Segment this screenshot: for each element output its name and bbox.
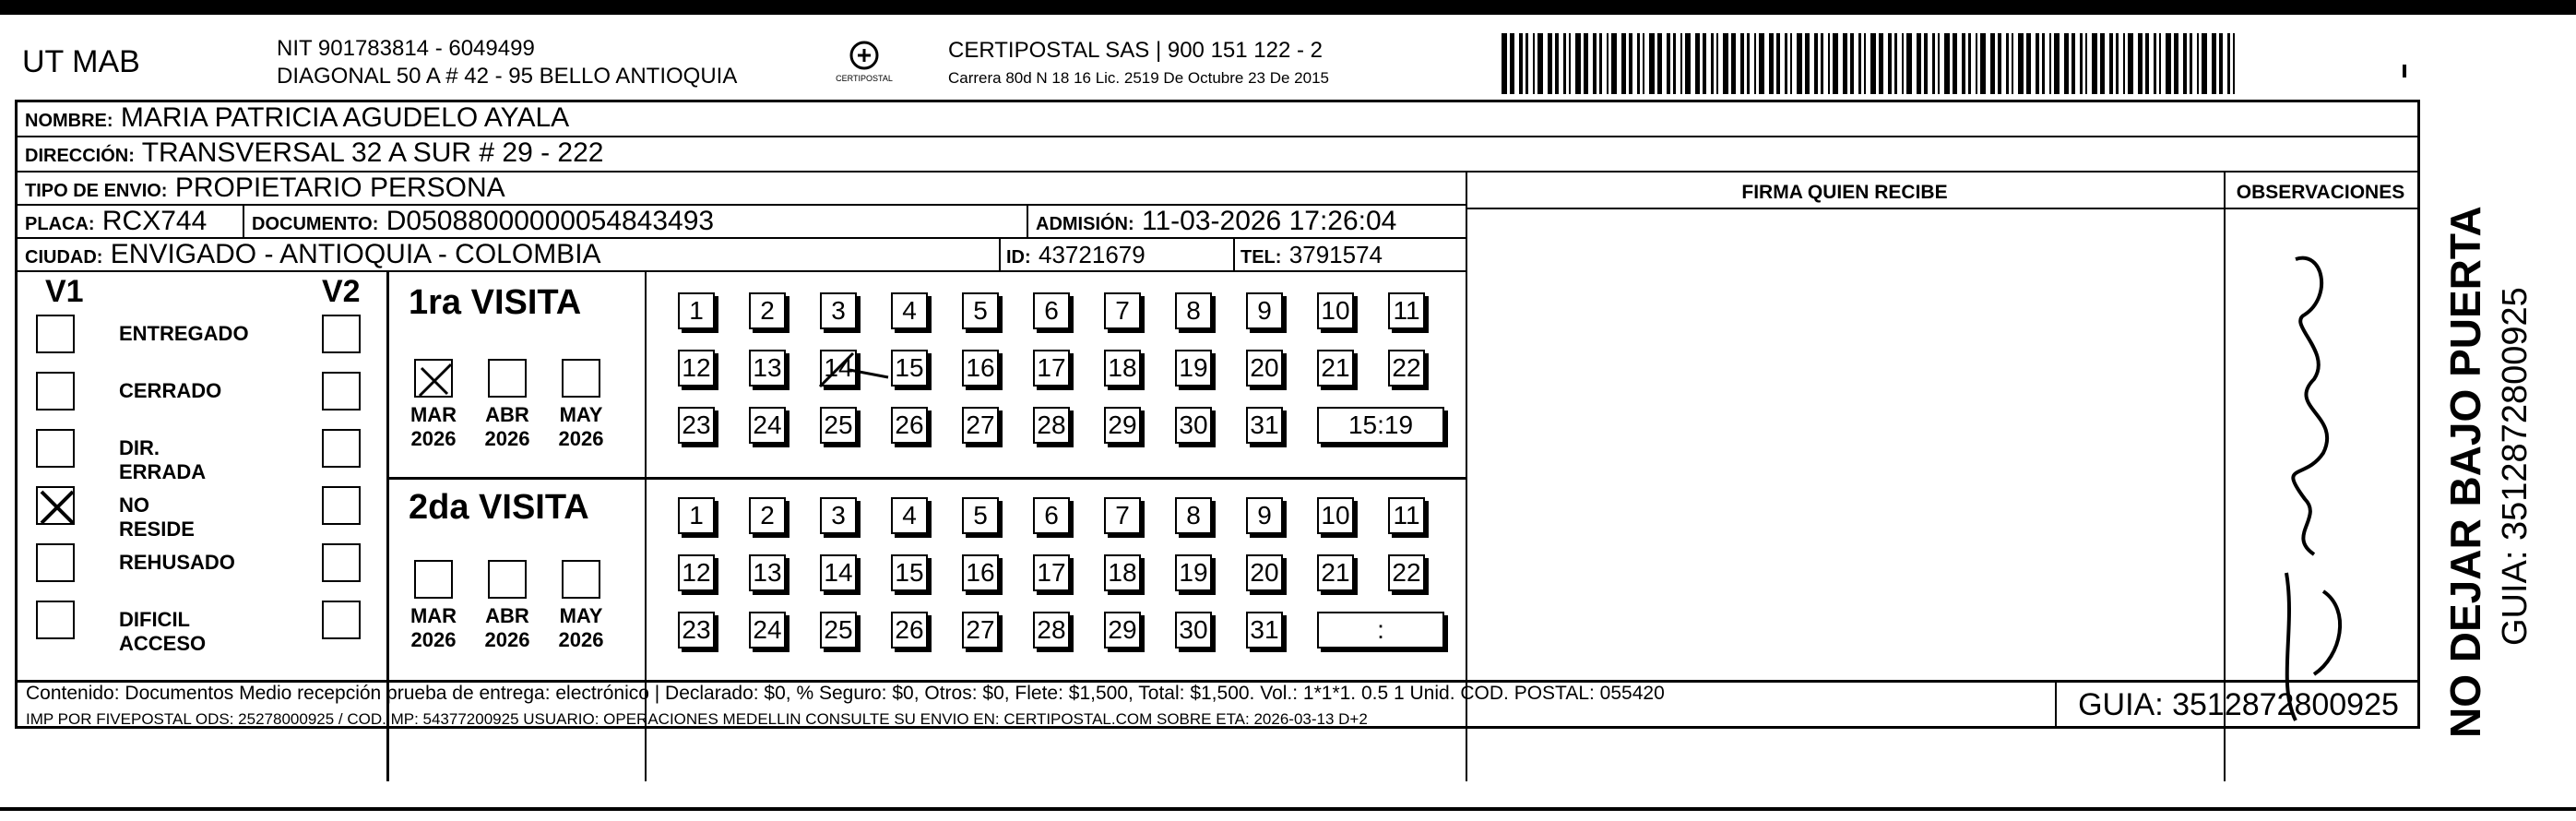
v1-checkbox[interactable] — [36, 601, 75, 639]
month-name: MAY — [559, 403, 603, 426]
barcode — [1502, 33, 2239, 94]
month-year: 2026 — [410, 427, 457, 450]
day-box[interactable]: 5 — [962, 292, 999, 329]
month-name: MAY — [559, 604, 603, 627]
day-box[interactable]: 4 — [891, 497, 928, 534]
guide-form — [15, 100, 2420, 729]
day-box[interactable]: 2 — [749, 497, 786, 534]
day-box[interactable]: 6 — [1033, 292, 1070, 329]
day-box[interactable]: 14 — [820, 350, 857, 387]
day-box[interactable]: 18 — [1104, 554, 1141, 591]
v1-checkbox[interactable] — [36, 543, 75, 582]
placa-row — [18, 206, 1466, 239]
side-notice — [2431, 111, 2570, 738]
ciudad-label: CIUDAD: — [25, 247, 103, 268]
visit1-title: 1ra VISITA — [409, 283, 582, 322]
day-box[interactable]: 25 — [820, 407, 857, 444]
direccion-value: TRANSVERSAL 32 A SUR # 29 - 222 — [141, 137, 604, 168]
sender-info — [277, 35, 737, 90]
month-label — [475, 604, 540, 652]
day-box[interactable]: 22 — [1388, 554, 1425, 591]
day-box[interactable]: 4 — [891, 292, 928, 329]
month-checkbox[interactable] — [488, 560, 527, 599]
month-name: ABR — [485, 403, 529, 426]
day-box[interactable]: 21 — [1317, 554, 1354, 591]
day-strike-mark — [816, 350, 899, 390]
divider — [1233, 239, 1235, 270]
day-box[interactable]: 9 — [1246, 292, 1283, 329]
day-box[interactable]: 24 — [749, 407, 786, 444]
content-details: Contenido: Documentos Medio recepción prueba de entrega: electrónico | Declarado: $0, % Seguro: $0, Otros: $0, Flete: $1,500, Total: $1,500. Vol.: 1*1*1. 0.5 1 Unid. COD. POSTAL: 055420 — [26, 683, 1665, 704]
tel-label: TEL: — [1241, 247, 1282, 268]
divider — [386, 477, 1466, 480]
month-label — [549, 403, 613, 451]
divider — [243, 206, 244, 237]
admision-value: 11-03-2026 17:26:04 — [1142, 206, 1397, 236]
day-box[interactable]: 11 — [1388, 292, 1425, 329]
day-box[interactable]: 12 — [678, 554, 715, 591]
day-box[interactable]: 10 — [1317, 497, 1354, 534]
day-box[interactable]: 20 — [1246, 554, 1283, 591]
day-box[interactable]: 30 — [1175, 612, 1212, 648]
day-box[interactable]: 24 — [749, 612, 786, 648]
placa-field — [25, 206, 207, 240]
v2-checkbox[interactable] — [322, 601, 361, 639]
bottom-border — [0, 807, 2576, 811]
day-box[interactable]: 3 — [820, 292, 857, 329]
v1-checkbox[interactable] — [36, 372, 75, 410]
divider — [386, 272, 389, 781]
status-label: DIFICIL ACCESO — [119, 608, 207, 655]
day-box[interactable]: 1 — [678, 292, 715, 329]
day-box[interactable]: 19 — [1175, 350, 1212, 387]
documento-field — [252, 206, 714, 240]
company-info — [948, 37, 1329, 92]
tipo-row — [18, 173, 1466, 206]
divider — [645, 272, 647, 781]
month-name: ABR — [485, 604, 529, 627]
placa-label: PLACA: — [25, 214, 95, 234]
admision-label: ADMISIÓN: — [1036, 214, 1134, 234]
id-value: 43721679 — [1039, 241, 1146, 268]
mark — [2403, 65, 2406, 77]
ciudad-row — [18, 239, 1466, 272]
day-box[interactable]: 2 — [749, 292, 786, 329]
side-guia: GUIA: 3512872800925 — [2496, 287, 2534, 646]
month-label — [475, 403, 540, 451]
month-label — [401, 403, 466, 451]
v1-header: V1 — [45, 274, 84, 309]
day-box[interactable]: 28 — [1033, 612, 1070, 648]
month-checkbox[interactable] — [414, 560, 453, 599]
nombre-label: NOMBRE: — [25, 111, 113, 131]
status-label: DIR. ERRADA — [119, 436, 207, 483]
day-box[interactable]: 31 — [1246, 407, 1283, 444]
v2-checkbox[interactable] — [322, 543, 361, 582]
day-box[interactable]: 14 — [820, 554, 857, 591]
ciudad-value: ENVIGADO - ANTIOQUIA - COLOMBIA — [110, 239, 601, 269]
day-box[interactable]: 30 — [1175, 407, 1212, 444]
day-box[interactable]: 8 — [1175, 497, 1212, 534]
day-box[interactable]: 13 — [749, 350, 786, 387]
no-dejar-notice: NO DEJAR BAJO PUERTA — [2441, 206, 2489, 738]
day-box[interactable]: 31 — [1246, 612, 1283, 648]
day-box[interactable]: 27 — [962, 612, 999, 648]
v2-checkbox[interactable] — [322, 315, 361, 353]
divider — [999, 239, 1001, 270]
day-box[interactable]: 25 — [820, 612, 857, 648]
day-box[interactable]: 16 — [962, 350, 999, 387]
day-box[interactable]: 9 — [1246, 497, 1283, 534]
day-box[interactable]: 15 — [891, 554, 928, 591]
pen-stroke-icon — [816, 350, 899, 390]
day-box[interactable]: 16 — [962, 554, 999, 591]
documento-value: D05088000000054843493 — [386, 206, 715, 236]
admision-field — [1036, 206, 1396, 240]
v2-checkbox[interactable] — [322, 429, 361, 468]
month-year: 2026 — [410, 628, 457, 651]
tel-field — [1241, 239, 1383, 273]
v1-checkbox[interactable] — [36, 315, 75, 353]
month-checkbox[interactable] — [414, 359, 453, 398]
month-year: 2026 — [484, 628, 530, 651]
divider — [1027, 206, 1028, 237]
day-box[interactable]: 8 — [1175, 292, 1212, 329]
month-checkbox[interactable] — [488, 359, 527, 398]
day-box[interactable]: 26 — [891, 407, 928, 444]
day-box[interactable]: 7 — [1104, 497, 1141, 534]
id-field — [1006, 239, 1146, 273]
day-box[interactable]: 18 — [1104, 350, 1141, 387]
placa-value: RCX744 — [101, 206, 208, 236]
day-box[interactable]: 22 — [1388, 350, 1425, 387]
tipo-label: TIPO DE ENVIO: — [25, 181, 168, 201]
day-box[interactable]: 12 — [678, 350, 715, 387]
day-box[interactable]: 23 — [678, 407, 715, 444]
documento-label: DOCUMENTO: — [252, 214, 379, 234]
day-box[interactable]: 29 — [1104, 407, 1141, 444]
v1-checkbox[interactable] — [36, 429, 75, 468]
nombre-value: MARIA PATRICIA AGUDELO AYALA — [120, 102, 570, 133]
nit-text: NIT 901783814 - 6049499 — [277, 36, 535, 61]
tel-value: 3791574 — [1288, 241, 1383, 268]
v2-header: V2 — [322, 274, 361, 309]
v2-checkbox[interactable] — [322, 486, 361, 525]
month-label — [401, 604, 466, 652]
divider — [1466, 208, 2417, 209]
month-checkbox[interactable] — [562, 560, 600, 599]
day-box[interactable]: 13 — [749, 554, 786, 591]
day-box[interactable]: 17 — [1033, 350, 1070, 387]
day-box[interactable]: 1 — [678, 497, 715, 534]
x-mark-icon — [38, 488, 77, 527]
day-box[interactable]: 26 — [891, 612, 928, 648]
day-box[interactable]: 3 — [820, 497, 857, 534]
day-box[interactable]: 29 — [1104, 612, 1141, 648]
company-license: Carrera 80d N 18 16 Lic. 2519 De Octubre 23 De 2015 — [948, 69, 1329, 87]
day-box[interactable]: 5 — [962, 497, 999, 534]
logo-text: CERTIPOSTAL — [836, 74, 893, 83]
day-box[interactable]: 11 — [1388, 497, 1425, 534]
direccion-row — [18, 137, 2417, 173]
print-details: IMP POR FIVEPOSTAL ODS: 25278000925 / COD.IMP: 54377200925 USUARIO: OPERACIONES MEDELLIN CONSULTE SU ENVIO EN: CERTIPOSTAL.COM SOBRE ETA: 2026-03-13 D+2 — [26, 710, 1368, 728]
sender-address: DIAGONAL 50 A # 42 - 95 BELLO ANTIOQUIA — [277, 64, 738, 89]
visit2-title: 2da VISITA — [409, 488, 589, 527]
x-mark-icon — [416, 361, 455, 399]
company-name: CERTIPOSTAL SAS | 900 151 122 - 2 — [948, 38, 1323, 63]
month-label — [549, 604, 613, 652]
nombre-row — [18, 102, 2417, 137]
status-label: REHUSADO — [119, 551, 235, 574]
firma-header: FIRMA QUIEN RECIBE — [1741, 182, 1948, 203]
day-box[interactable]: 10 — [1317, 292, 1354, 329]
tipo-value: PROPIETARIO PERSONA — [174, 173, 505, 203]
month-checkbox[interactable] — [562, 359, 600, 398]
status-label: NO RESIDE — [119, 494, 195, 541]
month-year: 2026 — [484, 427, 530, 450]
v2-checkbox[interactable] — [322, 372, 361, 410]
id-label: ID: — [1006, 247, 1031, 268]
day-box[interactable]: 17 — [1033, 554, 1070, 591]
day-box[interactable]: 23 — [678, 612, 715, 648]
month-year: 2026 — [558, 427, 604, 450]
day-box[interactable]: 21 — [1317, 350, 1354, 387]
day-box[interactable]: 28 — [1033, 407, 1070, 444]
day-box[interactable]: 20 — [1246, 350, 1283, 387]
observaciones-header: OBSERVACIONES — [2236, 182, 2405, 203]
certipostal-logo-icon — [823, 35, 906, 90]
ciudad-field — [25, 239, 601, 273]
day-box[interactable]: 7 — [1104, 292, 1141, 329]
day-box[interactable]: 19 — [1175, 554, 1212, 591]
v1-checkbox[interactable] — [36, 486, 75, 525]
month-year: 2026 — [558, 628, 604, 651]
month-name: MAR — [410, 403, 457, 426]
month-name: MAR — [410, 604, 457, 627]
day-box[interactable]: 15 — [891, 350, 928, 387]
brand-name: UT MAB — [22, 44, 140, 79]
direccion-label: DIRECCIÓN: — [25, 146, 135, 166]
day-box[interactable]: 27 — [962, 407, 999, 444]
time-box[interactable]: 15:19 — [1317, 407, 1444, 444]
day-box[interactable]: 6 — [1033, 497, 1070, 534]
status-label: ENTREGADO — [119, 322, 249, 345]
top-border — [0, 0, 2576, 15]
status-label: CERRADO — [119, 379, 222, 402]
guia-number: GUIA: 3512872800925 — [2055, 681, 2420, 729]
time-box[interactable]: : — [1317, 612, 1444, 648]
